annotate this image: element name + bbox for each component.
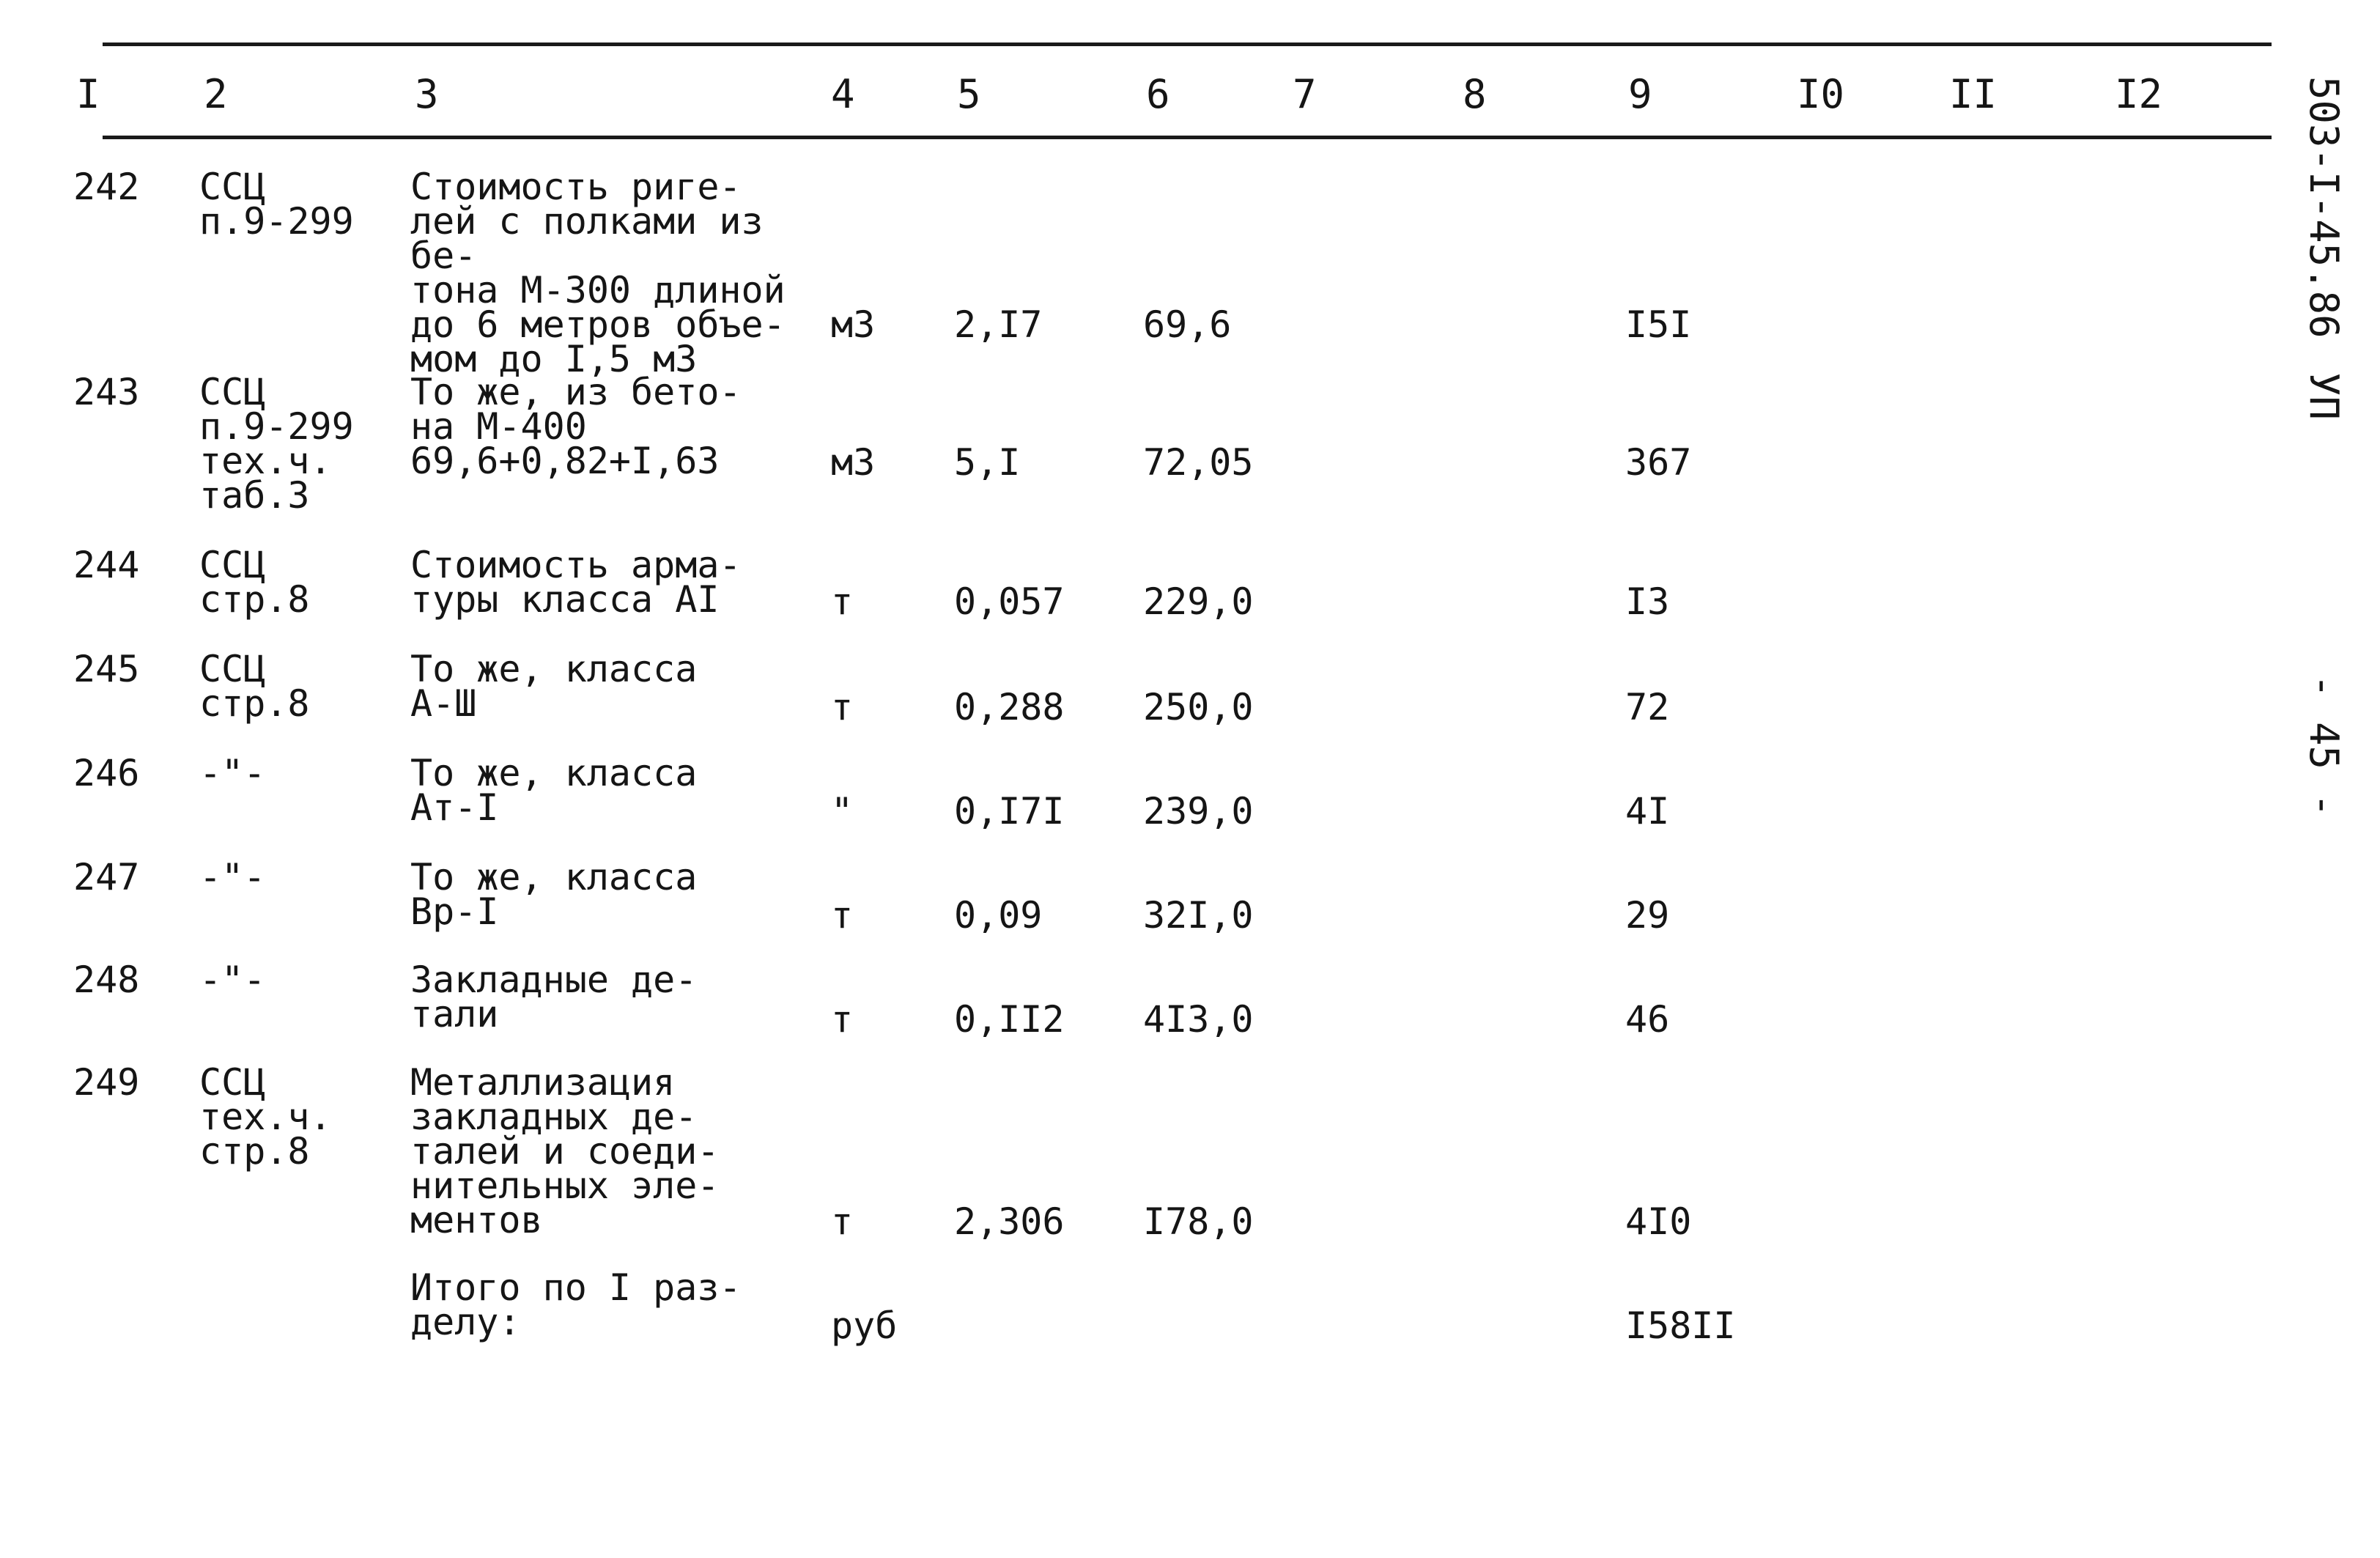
price-reference: ССЦ п.9-299 тех.ч. таб.3 bbox=[199, 371, 354, 517]
unit: т bbox=[831, 580, 854, 623]
summary-total: I58II bbox=[1625, 1304, 1736, 1347]
item-description: Закладные де- тали bbox=[410, 959, 698, 1035]
quantity: 2,306 bbox=[954, 1200, 1065, 1243]
column-header: I2 bbox=[2115, 71, 2163, 117]
document-code: 503-I-45.86 bbox=[2301, 76, 2347, 339]
unit-price: 229,0 bbox=[1143, 580, 1254, 623]
unit-price: 32I,0 bbox=[1143, 894, 1254, 937]
unit: т bbox=[831, 998, 854, 1041]
row-number: 249 bbox=[73, 1061, 140, 1104]
row-number: 246 bbox=[73, 752, 140, 794]
price-reference: ССЦ тех.ч. стр.8 bbox=[199, 1061, 332, 1173]
total-cost: 4I0 bbox=[1625, 1200, 1692, 1243]
row-number: 245 bbox=[73, 648, 140, 690]
unit-price: I78,0 bbox=[1143, 1200, 1254, 1243]
quantity: 5,I bbox=[954, 441, 1021, 484]
item-description: Металлизация закладных де- талей и соеди- нительных эле- ментов bbox=[410, 1061, 720, 1241]
unit: т bbox=[831, 1200, 854, 1243]
column-header: 5 bbox=[957, 71, 981, 117]
total-cost: I3 bbox=[1625, 580, 1670, 623]
item-description: Стоимость риге- лей с полками из бе- тона М-300 длиной до 6 метров объе- мом до I,5 м3 bbox=[410, 166, 786, 380]
row-number: 242 bbox=[73, 166, 140, 208]
column-header: I bbox=[76, 71, 100, 117]
item-description: Стоимость арма- туры класса АI bbox=[410, 544, 742, 621]
price-reference: ССЦ стр.8 bbox=[199, 648, 310, 725]
column-header: II bbox=[1949, 71, 1998, 117]
item-description: То же, класса Вр-I bbox=[410, 856, 698, 933]
unit: м3 bbox=[831, 303, 876, 346]
price-reference: ССЦ стр.8 bbox=[199, 544, 310, 621]
row-number: 244 bbox=[73, 544, 140, 586]
item-description: То же, класса А-Ш bbox=[410, 648, 698, 725]
price-reference: ССЦ п.9-299 bbox=[199, 166, 354, 243]
item-description: То же, из бето- на М-400 69,6+0,82+I,63 bbox=[410, 371, 742, 482]
header-rule bbox=[103, 136, 2272, 139]
total-cost: 72 bbox=[1625, 686, 1670, 728]
column-header: 9 bbox=[1628, 71, 1652, 117]
unit: м3 bbox=[831, 441, 876, 484]
price-reference: -"- bbox=[199, 959, 266, 1001]
unit-price: 4I3,0 bbox=[1143, 998, 1254, 1041]
item-description: То же, класса Ат-I bbox=[410, 752, 698, 829]
quantity: 2,I7 bbox=[954, 303, 1043, 346]
column-header: 8 bbox=[1463, 71, 1487, 117]
quantity: 0,09 bbox=[954, 894, 1043, 937]
row-number: 248 bbox=[73, 959, 140, 1001]
unit: т bbox=[831, 686, 854, 728]
unit-price: 250,0 bbox=[1143, 686, 1254, 728]
page-number: - 45 - bbox=[2301, 674, 2347, 818]
top-rule bbox=[103, 43, 2272, 46]
column-header: 7 bbox=[1293, 71, 1317, 117]
summary-label: Итого по I раз- делу: bbox=[410, 1266, 742, 1343]
quantity: 0,II2 bbox=[954, 998, 1065, 1041]
quantity: 0,I7I bbox=[954, 790, 1065, 832]
unit: т bbox=[831, 894, 854, 937]
column-header: I0 bbox=[1797, 71, 1845, 117]
series-label: УП bbox=[2301, 372, 2347, 421]
unit-price: 239,0 bbox=[1143, 790, 1254, 832]
column-header: 3 bbox=[415, 71, 439, 117]
total-cost: 4I bbox=[1625, 790, 1670, 832]
column-header: 4 bbox=[831, 71, 855, 117]
unit-price: 69,6 bbox=[1143, 303, 1232, 346]
column-header: 2 bbox=[204, 71, 228, 117]
row-number: 243 bbox=[73, 371, 140, 413]
total-cost: 29 bbox=[1625, 894, 1670, 937]
total-cost: I5I bbox=[1625, 303, 1692, 346]
total-cost: 46 bbox=[1625, 998, 1670, 1041]
summary-unit: руб bbox=[831, 1304, 898, 1347]
quantity: 0,057 bbox=[954, 580, 1065, 623]
unit-price: 72,05 bbox=[1143, 441, 1254, 484]
price-reference: -"- bbox=[199, 752, 266, 794]
unit: " bbox=[831, 790, 854, 832]
column-header: 6 bbox=[1146, 71, 1170, 117]
total-cost: 367 bbox=[1625, 441, 1692, 484]
row-number: 247 bbox=[73, 856, 140, 898]
quantity: 0,288 bbox=[954, 686, 1065, 728]
price-reference: -"- bbox=[199, 856, 266, 898]
